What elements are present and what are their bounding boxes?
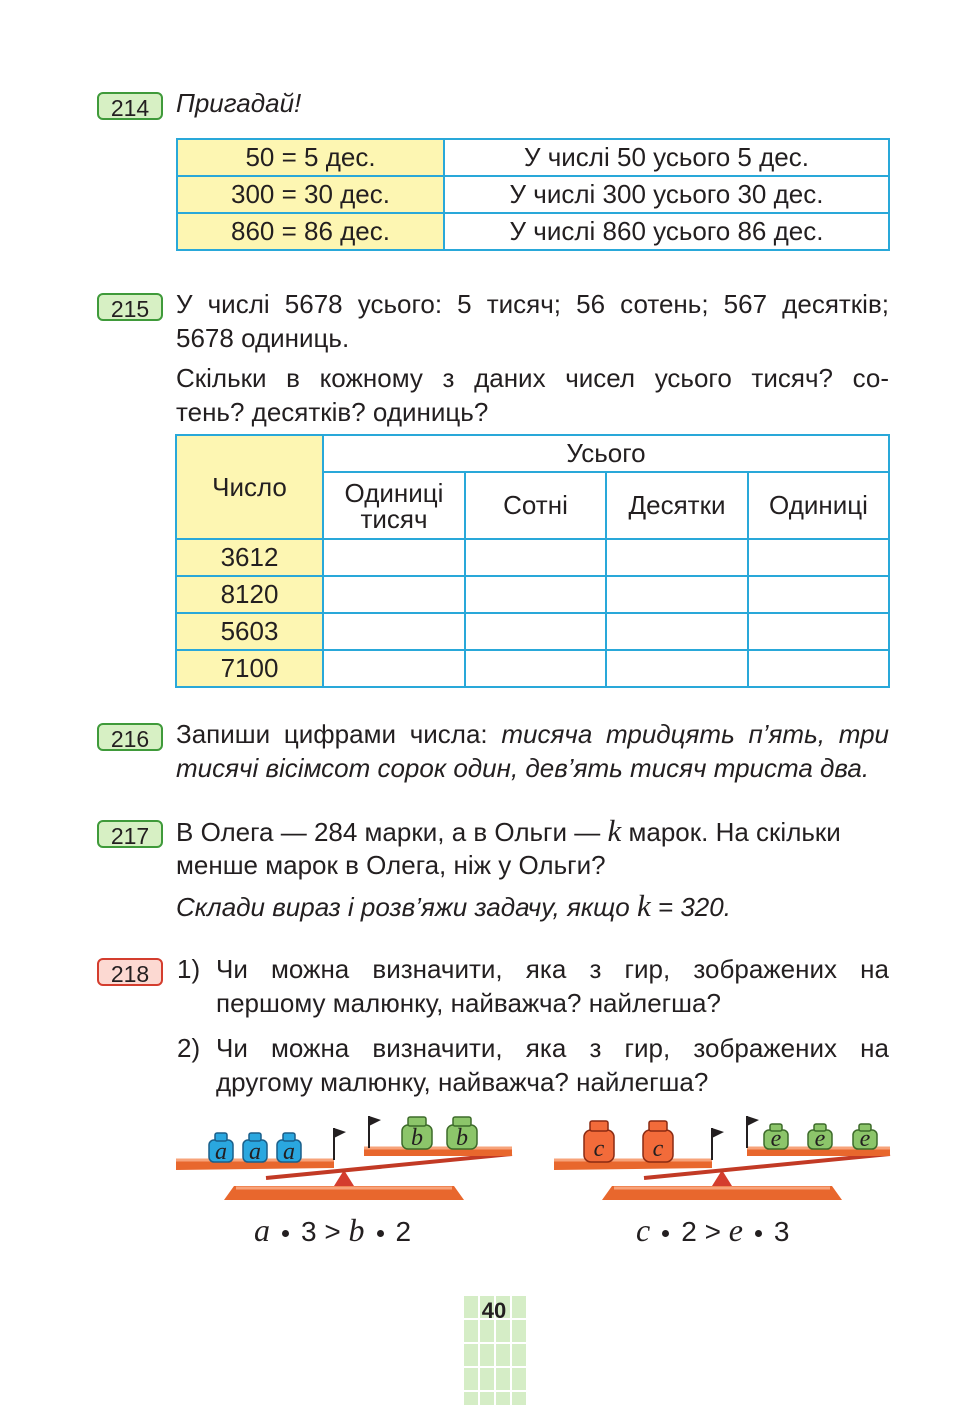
header-hundreds: Сотні [465, 472, 606, 539]
remember-left-cell: 860 = 86 дес. [177, 213, 444, 250]
empty-cell[interactable] [606, 650, 748, 687]
remember-left-cell: 50 = 5 дес. [177, 139, 444, 176]
exercise-217-line1 [176, 814, 889, 849]
exercise-number-216: 216 [97, 723, 163, 751]
exercise-215-line1: У числі 5678 усього: 5 тисяч; 56 сотень; 567 десятків; [176, 289, 889, 319]
empty-cell[interactable] [323, 576, 465, 613]
row-number: 3612 [176, 539, 323, 576]
exercise-number-215: 215 [97, 293, 163, 321]
weight-label: e [859, 1126, 871, 1152]
formula-1 [254, 1212, 411, 1249]
flag-icon [712, 1128, 724, 1138]
formula-var: e [728, 1212, 743, 1248]
formula-var: a [254, 1212, 270, 1248]
formula-op: > [704, 1216, 721, 1247]
balance-scale-2 [552, 1108, 892, 1208]
weight-label: b [456, 1125, 468, 1151]
weight-label: c [593, 1136, 605, 1162]
formula-var: b [348, 1212, 365, 1248]
formula-num: 2 [681, 1216, 697, 1247]
empty-cell[interactable] [323, 539, 465, 576]
weight-label: e [814, 1126, 826, 1152]
exercise-216-line2: тисячі вісімсот сорок один, дев’ять тисяч триста два. [176, 753, 870, 783]
empty-cell[interactable] [323, 650, 465, 687]
remember-right-cell: У числі 50 усього 5 дес. [444, 139, 889, 176]
exercise-217-l1a: В Олега — 284 марки, а в Ольги — [176, 817, 608, 847]
exercise-215-line2: 5678 одиниць. [176, 323, 350, 353]
row-number: 5603 [176, 613, 323, 650]
remember-right-cell: У числі 860 усього 86 дес. [444, 213, 889, 250]
weight-label: e [770, 1126, 782, 1152]
row-number: 8120 [176, 576, 323, 613]
formula-num: 3 [301, 1216, 317, 1247]
header-tens: Десятки [606, 472, 748, 539]
exercise-215-line3: Скільки в кожному з даних чисел усього тисяч? со- [176, 363, 889, 393]
row-number: 7100 [176, 650, 323, 687]
place-value-table [175, 434, 890, 688]
flag-icon [334, 1128, 346, 1138]
exercise-217-l3b: = 320. [650, 892, 731, 922]
exercise-217-l1b: марок. На скільки [621, 817, 841, 847]
formula-op: > [324, 1216, 341, 1247]
question-1-number: 1) [177, 954, 201, 984]
empty-cell[interactable] [748, 576, 889, 613]
header-thousands: Одиниці тисяч [323, 472, 465, 539]
exercise-number-217: 217 [97, 820, 163, 848]
empty-cell[interactable] [748, 613, 889, 650]
formula-num: 3 [773, 1216, 790, 1247]
exercise-217-l3a: Склади вираз і розв’яжи задачу, якщо [176, 892, 637, 922]
remember-table [176, 138, 890, 251]
exercise-number-214: 214 [97, 92, 163, 120]
flag-icon [369, 1116, 381, 1126]
empty-cell[interactable] [323, 613, 465, 650]
variable-k: k [636, 888, 651, 923]
flag-icon [747, 1116, 759, 1126]
question-1-line1: Чи можна визначити, яка з гир, зображених на [216, 954, 889, 984]
weight-label: a [249, 1139, 261, 1165]
header-total: Усього [323, 435, 889, 472]
exercise-216-italic1: тисяча тридцять п’ять, три [501, 719, 889, 749]
empty-cell[interactable] [748, 650, 889, 687]
formula-num: 2 [395, 1216, 412, 1247]
empty-cell[interactable] [606, 576, 748, 613]
weight-label: a [215, 1139, 227, 1165]
header-units: Одиниці [748, 472, 889, 539]
empty-cell[interactable] [465, 539, 606, 576]
question-2-number: 2) [177, 1033, 201, 1063]
empty-cell[interactable] [606, 539, 748, 576]
exercise-number-218: 218 [97, 958, 163, 986]
exercise-214-title: Пригадай! [176, 88, 302, 118]
multiply-dot-icon [282, 1230, 289, 1237]
exercise-216-prefix: Запиши цифрами числа: [176, 719, 502, 749]
exercise-217-line3 [176, 889, 731, 924]
empty-cell[interactable] [465, 576, 606, 613]
variable-k: k [607, 813, 622, 848]
remember-right-cell: У числі 300 усього 30 дес. [444, 176, 889, 213]
exercise-215-line4: тень? десятків? одиниць? [176, 397, 489, 427]
multiply-dot-icon [377, 1230, 384, 1237]
question-2-line2: другому малюнку, найважча? найлегша? [216, 1067, 709, 1097]
formula-var: c [636, 1212, 651, 1248]
empty-cell[interactable] [465, 650, 606, 687]
formula-2 [636, 1212, 789, 1249]
empty-cell[interactable] [465, 613, 606, 650]
multiply-dot-icon [755, 1230, 762, 1237]
weight-label: b [411, 1125, 423, 1151]
empty-cell[interactable] [748, 539, 889, 576]
question-1-line2: першому малюнку, найважча? найлегша? [216, 988, 721, 1018]
multiply-dot-icon [662, 1230, 669, 1237]
header-number: Число [176, 435, 323, 539]
exercise-217-line2: менше марок в Олега, ніж у Ольги? [176, 850, 606, 880]
remember-left-cell: 300 = 30 дес. [177, 176, 444, 213]
question-2-line1: Чи можна визначити, яка з гир, зображених на [216, 1033, 889, 1063]
balance-scale-1 [174, 1108, 514, 1208]
empty-cell[interactable] [606, 613, 748, 650]
page-number: 40 [481, 1298, 507, 1323]
weight-label: c [652, 1136, 664, 1162]
exercise-216-line1 [176, 717, 889, 751]
weight-label: a [283, 1139, 295, 1165]
